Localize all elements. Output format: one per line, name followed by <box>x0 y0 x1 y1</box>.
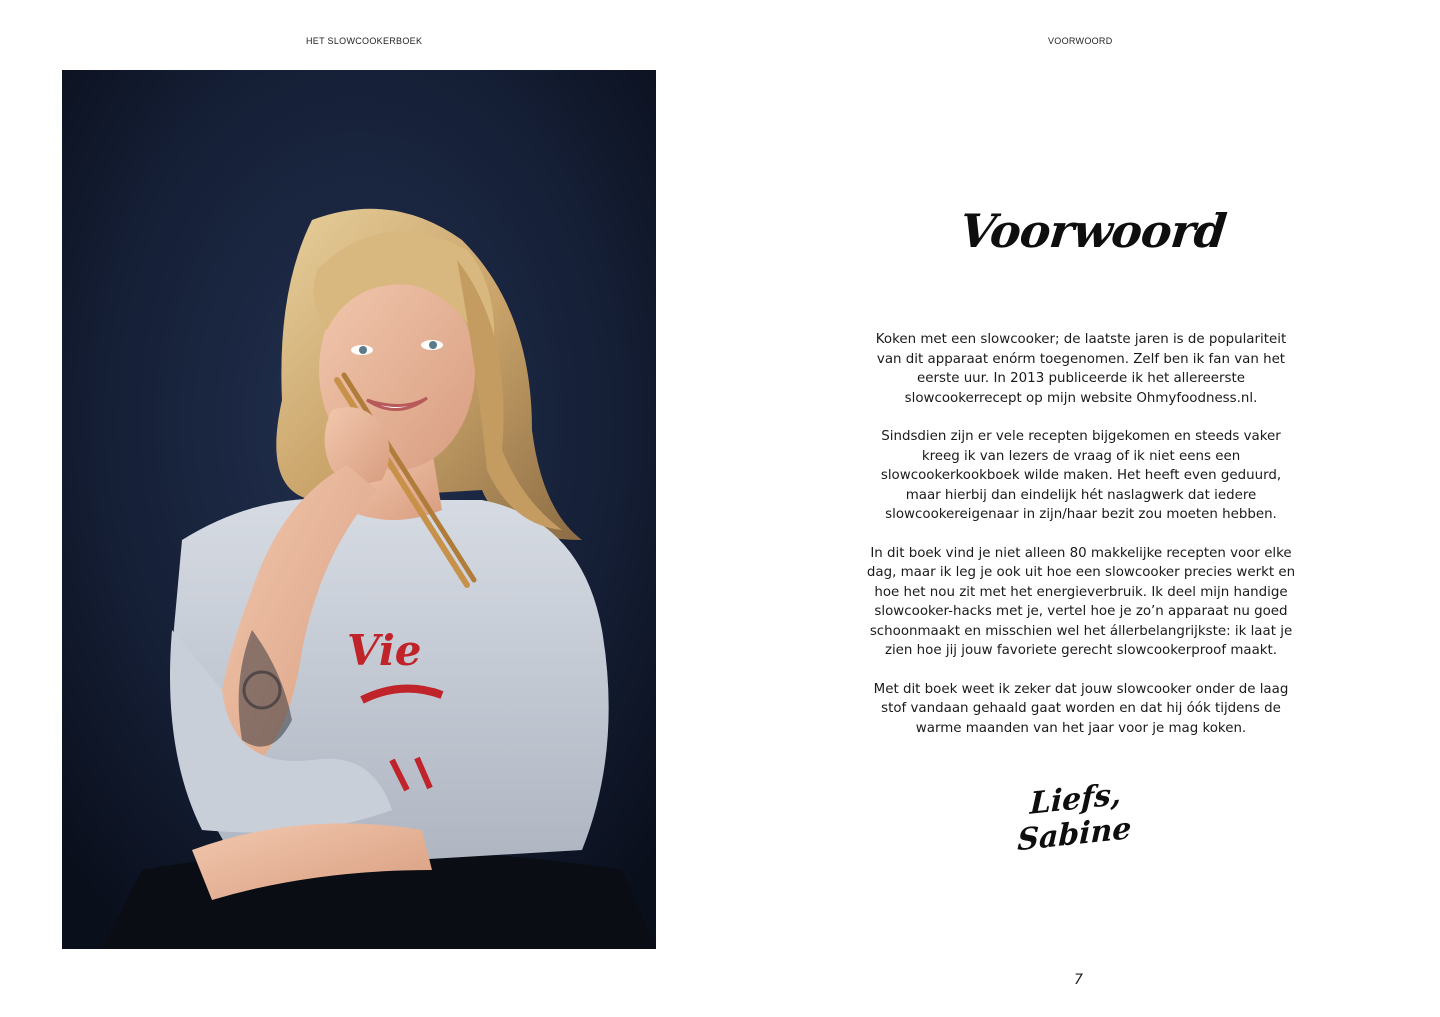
shirt-print: Vie <box>347 626 422 675</box>
paragraph: Met dit boek weet ik zeker dat jouw slowcooker onder de laag stof vandaan gehaald gaat worden en dat hij óók tijdens de warme maanden van het jaar voor je mag koken. <box>873 681 1289 736</box>
paragraph: Sindsdien zijn er vele recepten bijgekomen en steeds vaker kreeg ik van lezers de vraag of ik niet eens een slowcookerkookboek wilde maken. Het heeft even geduurd, maar hierbij dan eindelijk hét naslagwerk dat iedere slowcookereigenaar in zijn/haar bezit zou moeten hebben. <box>880 429 1282 522</box>
page-number: 7 <box>1074 972 1083 988</box>
paragraph: Koken met een slowcooker; de laatste jaren is de populariteit van dit apparaat enórm toegenomen. Zelf ben ik fan van het eerste uur. In 2013 publiceerde ik het allereerste slowcookerrecept op mijn website Ohmyfoodness.nl. <box>875 332 1287 406</box>
running-head-right: VOORWOORD <box>1048 36 1113 46</box>
signature: Liefs, Sabine <box>1016 776 1132 859</box>
portrait-illustration <box>62 70 656 949</box>
running-head-left: HET SLOWCOOKERBOEK <box>306 36 423 46</box>
chapter-title: Voorwoord <box>957 204 1229 258</box>
paragraph: In dit boek vind je niet alleen 80 makkelijke recepten voor elke dag, maar ik leg je ook uit hoe een slowcooker precies werkt en hoe het nou zit met het energieverbruik. Ik deel mijn handige slowcooker-hacks met je, vertel hoe je zo’n apparaat nu goed schoonmaakt en misschien wel het állerbelangrijkste: ik laat je zien hoe jij jouw favoriete gerecht slowcookerproof maakt. <box>866 545 1296 658</box>
foreword-body <box>862 330 1300 757</box>
portrait-photo <box>62 70 656 949</box>
